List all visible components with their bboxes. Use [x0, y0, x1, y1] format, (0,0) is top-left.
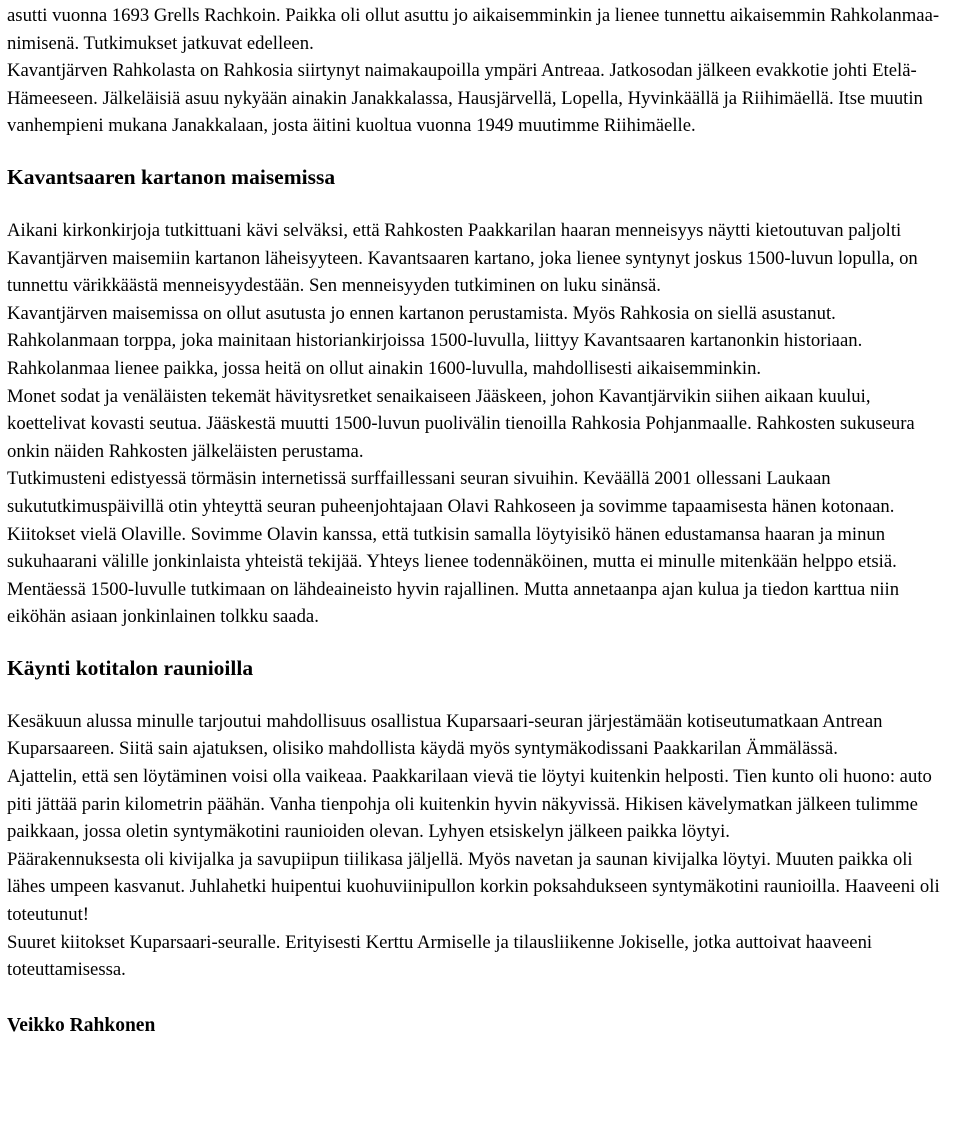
section2-paragraph-3: Päärakennuksesta oli kivijalka ja savupiipun tiilikasa jäljellä. Myös navetan ja saunan kivijalka löytyi. Muuten paikka oli lähes umpeen kasvanut. Juhlahetki huipentui kuohuviinipullon korkin poksahdukseen syntymäkotini raunioilla. Haaveeni oli toteutunut! — [7, 848, 940, 926]
section-heading-kotitalo: Käynti kotitalon raunioilla — [7, 655, 254, 680]
intro-paragraph-1: asutti vuonna 1693 Grells Rachkoin. Paikka oli ollut asuttu jo aikaisemminkin ja lienee tunnettu aikaisemmin Rahkolanmaa-nimisenä. Tutkimukset jatkuvat edelleen. — [7, 5, 940, 54]
section-heading-kavantsaari: Kavantsaaren kartanon maisemissa — [7, 164, 336, 189]
section1-paragraph-2: Kavantjärven maisemissa on ollut asutusta jo ennen kartanon perustamista. Myös Rahkosia on siellä asustanut. Rahkolanmaan torppa, joka mainitaan historiankirjoissa 1500-luvulla, liittyy Kavantsaaren kartanonkin historiaan. Rahkolanmaa lienee paikka, jossa heitä on ollut ainakin 1600-luvulla, mahdollisesti aikaisemminkin. — [7, 302, 863, 379]
section2-paragraph-4: Suuret kiitokset Kuparsaari-seuralle. Erityisesti Kerttu Armiselle ja tilausliikenne Jokiselle, jotka auttoivat haaveeni toteuttamisessa. — [7, 931, 873, 981]
author-signature: Veikko Rahkonen — [7, 1014, 156, 1036]
section1-paragraph-1: Aikani kirkonkirjoja tutkittuani kävi selväksi, että Rahkosten Paakkarilan haaran menneisyys näytti kietoutuvan paljolti Kavantjärven maisemiin kartanon läheisyyteen. Kavantsaaren kartano, joka lienee syntynyt joskus 1500-luvun lopulla, on tunnettu värikkäästä menneisyydestään. Sen menneisyyden tutkiminen on luku sinänsä. — [7, 219, 918, 297]
intro-paragraph-2: Kavantjärven Rahkolasta on Rahkosia siirtynyt naimakaupoilla ympäri Antreaa. Jatkosodan jälkeen evakkotie johti Etelä-Hämeeseen. Jälkeläisiä asuu nykyään ainakin Janakkalassa, Hausjärvellä, Lopella, Hyvinkäällä ja Riihimäellä. Itse muutin vanhempieni mukana Janakkalaan, josta äitini kuoltua vuonna 1949 muutimme Riihimäelle. — [7, 60, 923, 137]
section2-paragraph-2: Ajattelin, että sen löytäminen voisi olla vaikeaa. Paakkarilaan vievä tie löytyi kuitenkin helposti. Tien kunto oli huono: auto piti jättää parin kilometrin päähän. Vanha tienpohja oli kuitenkin hyvin näkyvissä. Hikisen kävelymatkan jälkeen tulimme paikkaan, jossa oletin syntymäkotini raunioiden olevan. Lyhyen etsiskelyn jälkeen paikka löytyi. — [7, 766, 932, 843]
section1-paragraph-3: Monet sodat ja venäläisten tekemät hävitysretket senaikaiseen Jääskeen, johon Kavantjärvikin siihen aikaan kuului, koettelivat kovasti seutua. Jääskestä muutti 1500-luvun puolivälin tienoilla Rahkosia Pohjanmaalle. Rahkosten sukuseura onkin näiden Rahkosten jälkeläisten perustama. — [7, 385, 915, 462]
section2-paragraph-1: Kesäkuun alussa minulle tarjoutui mahdollisuus osallistua Kuparsaari-seuran järjestämään kotiseutumatkaan Antrean Kuparsaareen. Siitä sain ajatuksen, olisiko mahdollista käydä myös syntymäkodissani Paakkarilan Ämmälässä. — [7, 710, 883, 760]
section1-paragraph-4: Tutkimusteni edistyessä törmäsin internetissä surffaillessani seuran sivuihin. Keväällä 2001 ollessani Laukaan sukututkimuspäivillä otin yhteyttä seuran puheenjohtajaan Olavi Rahkoseen ja sovimme tapaamisesta hänen kotonaan. Kiitokset vielä Olaville. Sovimme Olavin kanssa, että tutkisin samalla löytyisikö hänen edustamansa haaran ja minun sukuhaarani välille jonkinlaista yhteistä tekijää. Yhteys lienee todennäköinen, mutta ei minulle mitenkään helppo etsiä. Mentäessä 1500-luvulle tutkimaan on lähdeaineisto hyvin rajallinen. Mutta annetaanpa ajan kulua ja tiedon karttua niin eiköhän asiaan jonkinlainen tolkku saada. — [7, 468, 900, 628]
